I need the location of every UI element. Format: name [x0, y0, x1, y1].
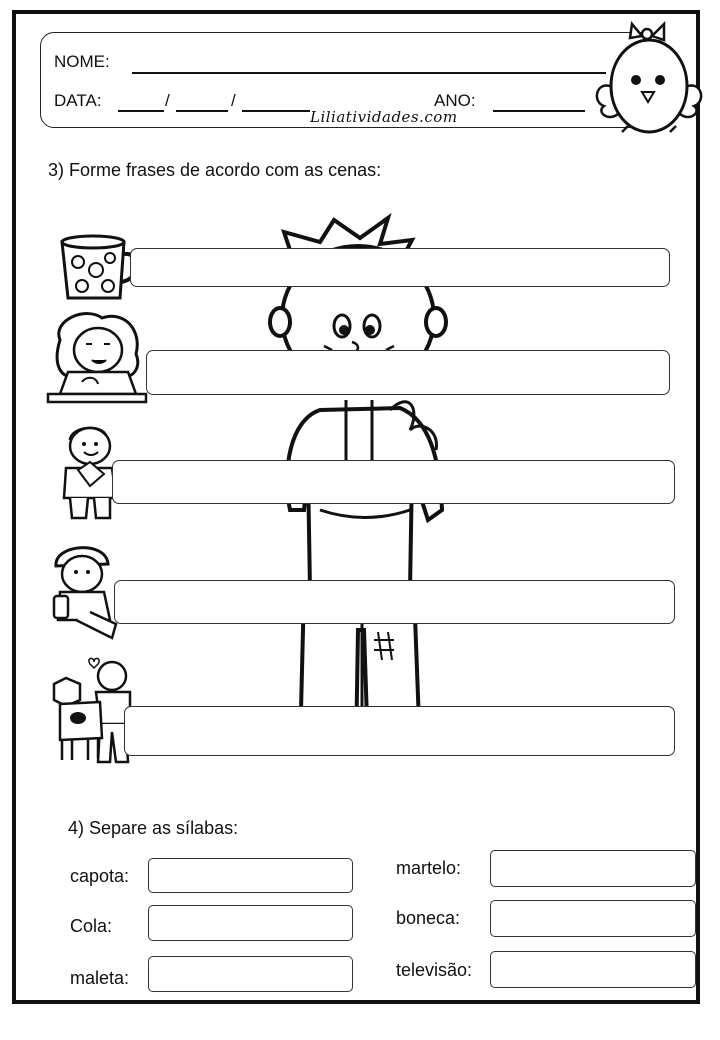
- question-3-title: 3) Forme frases de acordo com as cenas:: [48, 160, 382, 180]
- year-line[interactable]: [493, 110, 585, 112]
- word-maleta: maleta:: [70, 968, 130, 988]
- boy-drinking-icon: [50, 540, 120, 642]
- question-4-title: 4) Separe as sílabas:: [68, 818, 239, 838]
- answer-box-3[interactable]: [112, 460, 675, 504]
- site-watermark: Liliatividades.com: [310, 108, 458, 126]
- answer-box-4[interactable]: [114, 580, 675, 624]
- chick-mascot-icon: [592, 14, 706, 138]
- syllable-field-boneca[interactable]: [490, 900, 696, 937]
- word-boneca: boneca:: [396, 908, 461, 928]
- date-separator: /: [231, 91, 236, 110]
- syllable-field-capota[interactable]: [148, 858, 353, 893]
- syllable-field-televisao[interactable]: [490, 951, 696, 988]
- syllable-field-maleta[interactable]: [148, 956, 353, 992]
- word-televisao: televisão:: [396, 960, 473, 980]
- answer-box-5[interactable]: [124, 706, 675, 756]
- date-day-line[interactable]: [118, 110, 164, 112]
- answer-box-2[interactable]: [146, 350, 670, 395]
- answer-box-1[interactable]: [130, 248, 670, 287]
- syllable-field-cola[interactable]: [148, 905, 353, 941]
- date-month-line[interactable]: [176, 110, 228, 112]
- date-year-line[interactable]: [242, 110, 310, 112]
- word-martelo: martelo:: [396, 858, 462, 878]
- name-line[interactable]: [132, 72, 606, 74]
- date-separator: /: [165, 91, 170, 110]
- girl-eating-icon: [46, 310, 150, 406]
- syllable-field-martelo[interactable]: [490, 850, 696, 887]
- name-label: NOME:: [54, 52, 110, 71]
- word-capota: capota:: [70, 866, 130, 886]
- word-cola: Cola:: [70, 916, 113, 936]
- year-label: ANO:: [434, 91, 476, 110]
- date-label: DATA:: [54, 91, 102, 110]
